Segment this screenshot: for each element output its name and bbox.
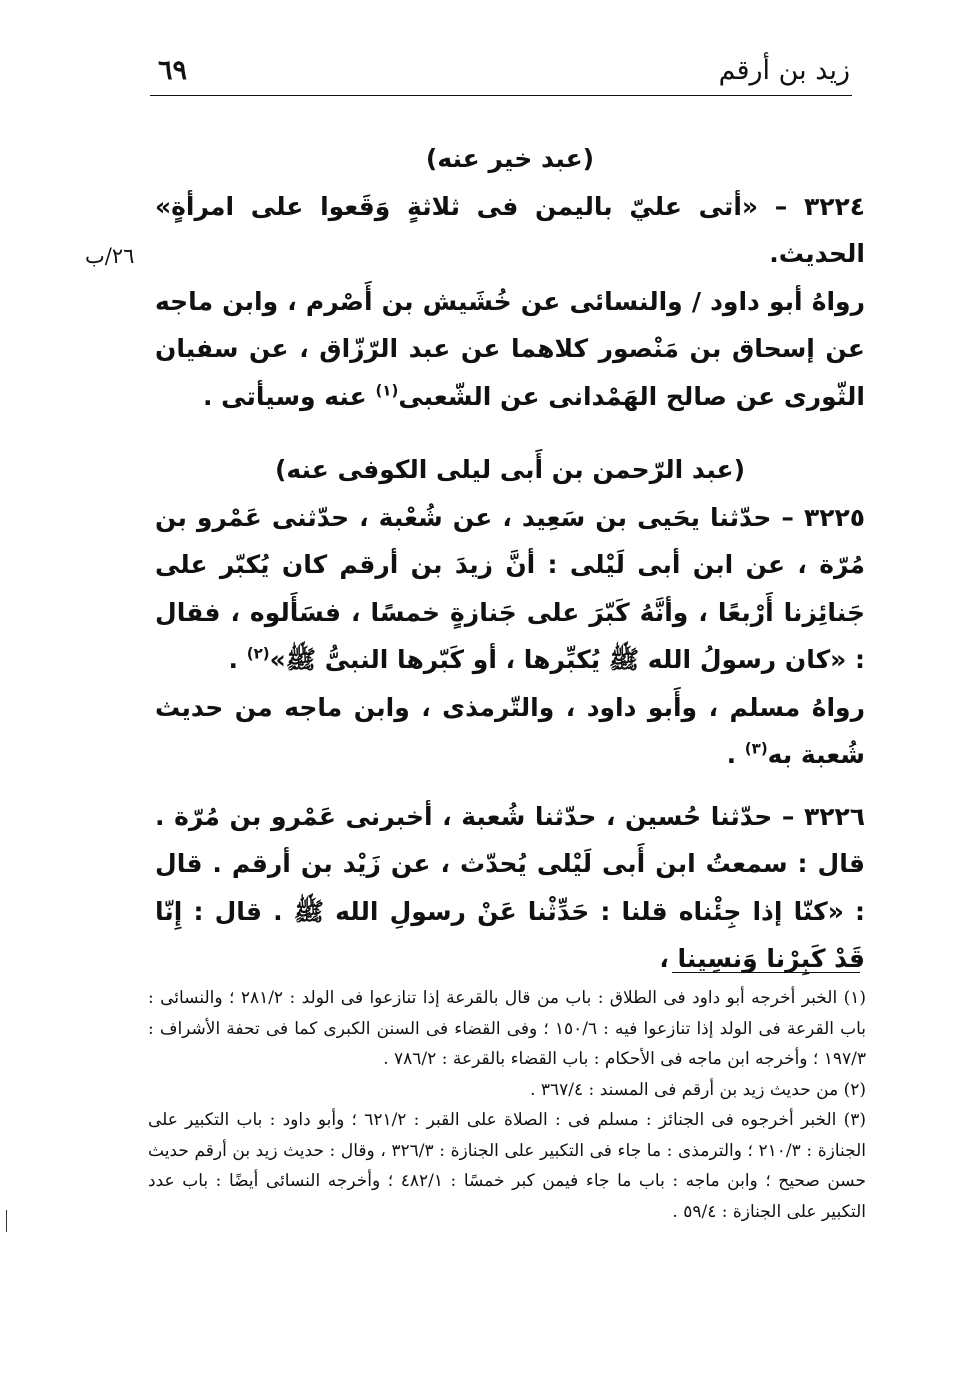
hadith-3226: ٣٢٢٦ – حدّثنا حُسين ، حدّثنا شُعبة ، أخبرنى عَمْرو بن مُرّة . قال : سمعتُ ابن أَبى لَيْلى يُحدّث ، عن زَيْد بن أرقم . قال : «كنّا إذا جِئْناه قلنا : حَدِّثْنا عَنْ رسولِ الله ﷺ . قال : إِنّا قَدْ كَبِرْنا وَنسِينا ، [155, 801, 865, 973]
footnotes [148, 983, 866, 1227]
hadith-3225 [155, 494, 865, 684]
footnote-2: (٢) من حديث زيد بن أرقم فى المسند : ٣٦٧/٤ . [530, 1079, 866, 1100]
hadith-3224: ٣٢٢٤ – «أتى عليّ باليمن فى ثلاثةٍ وَقَعوا على امرأةٍ» الحديث. [155, 191, 865, 268]
margin-folio-note: ٢٦/ب [85, 244, 135, 268]
main-text [155, 135, 865, 983]
scan-edge-mark [6, 1210, 7, 1232]
footnote-ref-1[interactable]: (١) [375, 381, 399, 400]
takhrij-3225-text: رواهُ مسلم ، وأَبو داود ، والتّرمذى ، وابن ماجه من حديث شُعبة به [155, 692, 865, 769]
hadith-3225-text: ٣٢٢٥ – حدّثنا يحَيى بن سَعِيد ، عن شُعْبة ، حدّثنى عَمْرو بن مُرّة ، عن ابن أبى لَيْلى : أنَّ زيدَ بن أرقم كان يُكبّر على جَنائِزنا أَرْبعًا ، وأنَّهُ كَبّرَ على جَنازةٍ خمسًا ، فسَأَلوه ، فقال : «كان رسولُ الله ﷺ يُكبِّرها ، أو كَبّرها النبىُّ ﷺ» [155, 502, 865, 674]
footnote-ref-3[interactable]: (٣) [744, 739, 768, 758]
page-number: ٦٩ [158, 55, 188, 86]
footnote-1: (١) الخبر أخرجه أبو داود فى الطلاق : باب من قال بالقرعة إذا تنازعوا فى الولد : ٢٨١/٢ ؛ والنسائى : باب القرعة فى الولد إذا تنازعوا فيه : ١٥٠/٦ ؛ وفى القضاء فى السنن الكبرى كما فى تحفة الأشراف : ١٩٧/٣ ؛ وأخرجه ابن ماجه فى الأحكام : باب القضاء بالقرعة : ٧٨٦/٢ . [148, 988, 866, 1069]
takhrij-3224-end: عنه وسيأتى . [202, 381, 367, 411]
running-title: زيد بن أرقم [718, 55, 850, 86]
takhrij-3224-text: رواهُ أبو داود / والنسائى عن خُشَيش بن أَصْرم ، وابن ماجه عن إسحاق بن مَنْصور كلاهما عن عبد الرّزّاق ، عن سفيان الثّورى عن صالح الهَمْدانى عن الشّعبى [155, 286, 865, 411]
takhrij-3225-end: . [726, 740, 737, 769]
hadith-3225-end: . [228, 645, 239, 674]
page-header [150, 55, 850, 95]
footnote-ref-2[interactable]: (٢) [246, 644, 270, 663]
footnote-3: (٣) الخبر أخرجوه فى الجنائز : مسلم فى : الصلاة على القبر : ٦٢١/٢ ؛ وأبو داود : باب التكبير على الجنازة : ٢١٠/٣ ؛ والترمذى : ما جاء فى التكبير على الجنازة : ٣٢٦/٣ ، وقال : حديث زيد بن أرقم حديث حسن صحيح ؛ وابن ماجه : باب ما جاء فيمن كبر خمسًا : ٤٨٢/١ ؛ وأخرجه النسائى أيضًا : باب عدد التكبير على الجنازة : ٥٩/٤ . [148, 1110, 867, 1222]
takhrij-3224 [155, 278, 865, 421]
takhrij-3225 [155, 684, 865, 779]
header-rule [150, 95, 852, 96]
spacer [155, 779, 865, 793]
section-title-abd-al-rahman: (عبد الرّحمن بن أَبى ليلى الكوفى عنه) [274, 455, 746, 484]
footnote-rule [672, 972, 860, 973]
section-title-abd-khayr: (عبد خير عنه) [425, 144, 595, 173]
spacer [155, 420, 865, 446]
